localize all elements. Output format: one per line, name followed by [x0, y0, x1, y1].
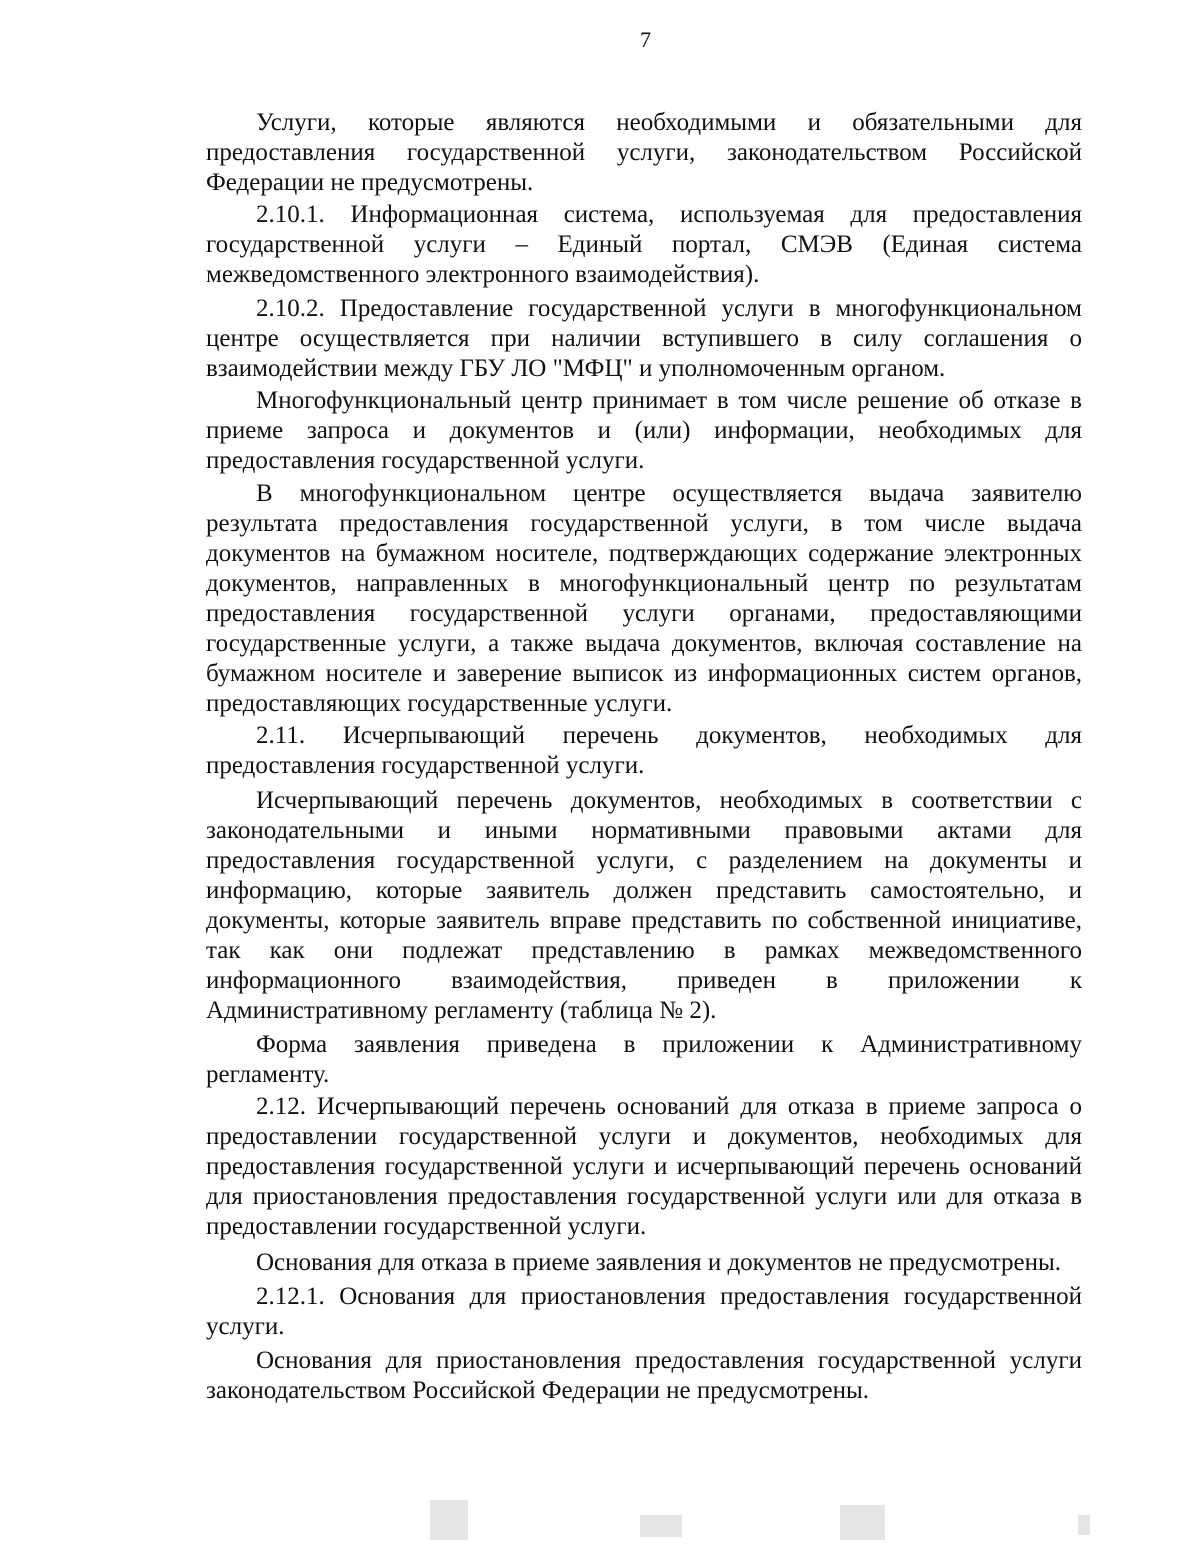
paragraph-2-12-1-suspension-grounds: 2.12.1. Основания для приостановления предоставления государственной услуги.: [206, 1283, 1082, 1340]
paragraph-2-10-1-information-system: 2.10.1. Информационная система, используемая для предоставления государственной услуги – Единый портал, СМЭВ (Единая система межведомственного электронного взаимодействия).: [206, 201, 1082, 288]
page-number: 7: [640, 27, 651, 52]
paragraph-application-form: Форма заявления приведена в приложении к Административному регламенту.: [206, 1031, 1082, 1088]
paragraph-mfc-refusal-decision: Многофункциональный центр принимает в том числе решение об отказе в приеме запроса и документов и (или) информации, необходимых для предоставления государственной услуги.: [206, 387, 1082, 474]
paragraph-services-not-required: Услуги, которые являются необходимыми и обязательными для предоставления государственной услуги, законодательством Российской Федерации не предусмотрены.: [206, 109, 1082, 196]
paragraph-2-10-2-mfc-provision: 2.10.2. Предоставление государственной услуги в многофункциональном центре осуществляется при наличии вступившего в силу соглашения о взаимодействии между ГБУ ЛО "МФЦ" и уполномоченным органом.: [206, 295, 1082, 382]
paragraph-2-12-refusal-grounds: 2.12. Исчерпывающий перечень оснований для отказа в приеме запроса о предоставлении государственной услуги и документов, необходимых для предоставления государственной услуги и исчерпывающий перечень оснований для приостановления предоставления государственной услуги или для отказа в предоставлении государственной услуги.: [206, 1093, 1082, 1240]
scan-speck: [640, 1515, 682, 1537]
paragraph-mfc-result-issuance: В многофункциональном центре осуществляется выдача заявителю результата предоставления государственной услуги, в том числе выдача документов на бумажном носителе, подтверждающих содержание электронных документов, направленных в многофункциональный центр по результатам предоставления государственной услуги органами, предоставляющими государственные услуги, а также выдача документов, включая составление на бумажном носителе и заверение выписок из информационных систем органов, предоставляющих государственные услуги.: [206, 480, 1082, 717]
paragraph-document-list-details: Исчерпывающий перечень документов, необходимых в соответствии с законодательными и иными нормативными правовыми актами для предоставления государственной услуги, с разделением на документы и информацию, которые заявитель должен представить самостоятельно, и документы, которые заявитель вправе представить по собственной инициативе, так как они подлежат представлению в рамках межведомственного информационного взаимодействия, приведен в приложении к Административному регламенту (таблица № 2).: [206, 787, 1082, 1024]
paragraph-refusal-not-provided: Основания для отказа в приеме заявления и документов не предусмотрены.: [256, 1249, 1062, 1276]
document-body: [206, 104, 1082, 1406]
scan-speck: [430, 1500, 468, 1540]
paragraph-2-11-document-list: 2.11. Исчерпывающий перечень документов, необходимых для предоставления государственной услуги.: [206, 722, 1082, 779]
paragraph-suspension-not-provided: Основания для приостановления предоставления государственной услуги законодательством Российской Федерации не предусмотрены.: [206, 1347, 1082, 1404]
scan-speck: [840, 1505, 885, 1540]
scan-speck: [1078, 1515, 1090, 1535]
